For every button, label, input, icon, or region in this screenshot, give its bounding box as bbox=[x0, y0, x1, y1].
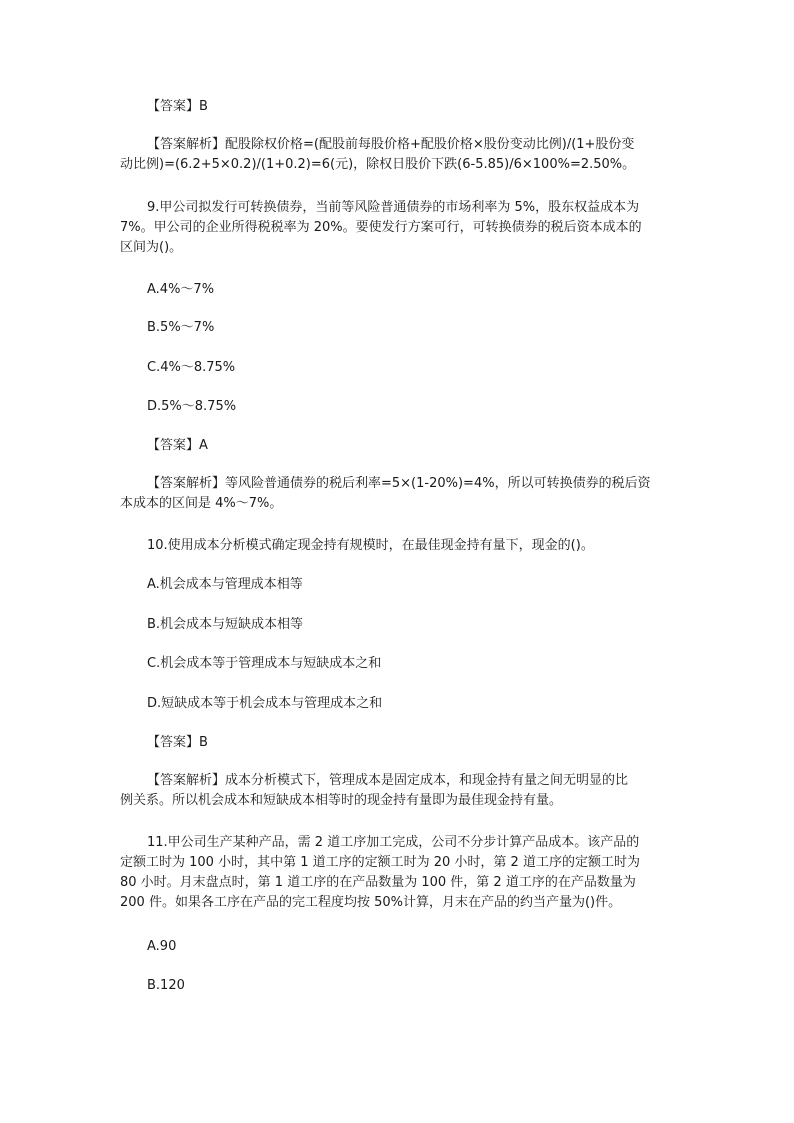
text-line: 【答案解析】等风险普通债券的税后利率=5×(1-20%)=4%，所以可转换债券的税后资 bbox=[147, 476, 651, 491]
text-line: 9.甲公司拟发行可转换债券，当前等风险普通债券的市场利率为 5%，股东权益成本为 bbox=[147, 200, 640, 215]
option-9-d bbox=[147, 397, 707, 417]
text-line: 【答案】A bbox=[147, 438, 208, 453]
option-10-c bbox=[147, 654, 707, 674]
text-line: 定额工时为 100 小时，其中第 1 道工序的定额工时为 20 小时，第 2 道工序的定额工时为 bbox=[120, 855, 640, 870]
text-line: 10.使用成本分析模式确定现金持有规模时，在最佳现金持有量下，现金的()。 bbox=[147, 538, 594, 553]
text-line: 80 小时。月末盘点时，第 1 道工序的在产品数量为 100 件，第 2 道工序的在产品数量为 bbox=[120, 875, 636, 890]
answer-analysis-9 bbox=[120, 474, 680, 514]
text-line: 11.甲公司生产某种产品，需 2 道工序加工完成，公司不分步计算产品成本。该产品的 bbox=[147, 835, 640, 850]
text-line: 【答案】B bbox=[147, 735, 208, 750]
text-line: C.机会成本等于管理成本与短缺成本之和 bbox=[147, 656, 382, 671]
answer-analysis-8 bbox=[120, 135, 680, 175]
option-9-c bbox=[147, 358, 707, 378]
option-10-a bbox=[147, 575, 707, 595]
text-line: B.5%～7% bbox=[147, 320, 215, 335]
answer-9-8 bbox=[147, 97, 707, 117]
option-11-b bbox=[147, 976, 707, 996]
text-line: 【答案解析】配股除权价格=(配股前每股价格+配股价格×股份变动比例)/(1+股份变 bbox=[147, 137, 635, 152]
text-line: D.短缺成本等于机会成本与管理成本之和 bbox=[147, 696, 383, 711]
text-line: 【答案解析】成本分析模式下，管理成本是固定成本，和现金持有量之间无明显的比 bbox=[147, 773, 629, 788]
text-line: A.机会成本与管理成本相等 bbox=[147, 577, 303, 592]
option-9-a bbox=[147, 280, 707, 300]
answer-9 bbox=[147, 436, 707, 456]
text-line: 区间为()。 bbox=[120, 240, 183, 255]
text-line: 动比例)=(6.2+5×0.2)/(1+0.2)=6(元)，除权日股价下跌(6-5.85)/6×100%=2.50%。 bbox=[120, 157, 636, 172]
text-line: 7%。甲公司的企业所得税税率为 20%。要使发行方案可行，可转换债券的税后资本成本的 bbox=[120, 220, 642, 235]
question-11 bbox=[120, 833, 680, 913]
text-line: D.5%～8.75% bbox=[147, 399, 237, 414]
option-9-b bbox=[147, 318, 707, 338]
question-10 bbox=[147, 536, 707, 556]
text-line: 【答案】B bbox=[147, 99, 208, 114]
question-9 bbox=[120, 198, 680, 258]
text-line: C.4%～8.75% bbox=[147, 360, 236, 375]
text-line: B.机会成本与短缺成本相等 bbox=[147, 617, 304, 632]
text-line: A.4%～7% bbox=[147, 282, 215, 297]
text-line: 200 件。如果各工序在产品的完工程度均按 50%计算，月末在产品的约当产量为()件。 bbox=[120, 895, 622, 910]
option-10-b bbox=[147, 615, 707, 635]
text-line: 例关系。所以机会成本和短缺成本相等时的现金持有量即为最佳现金持有量。 bbox=[120, 793, 563, 808]
answer-10 bbox=[147, 733, 707, 753]
answer-analysis-10 bbox=[120, 771, 680, 811]
option-11-a bbox=[147, 937, 707, 957]
option-10-d bbox=[147, 694, 707, 714]
text-line: A.90 bbox=[147, 939, 177, 954]
text-line: 本成本的区间是 4%～7%。 bbox=[120, 496, 283, 511]
text-line: B.120 bbox=[147, 978, 185, 993]
